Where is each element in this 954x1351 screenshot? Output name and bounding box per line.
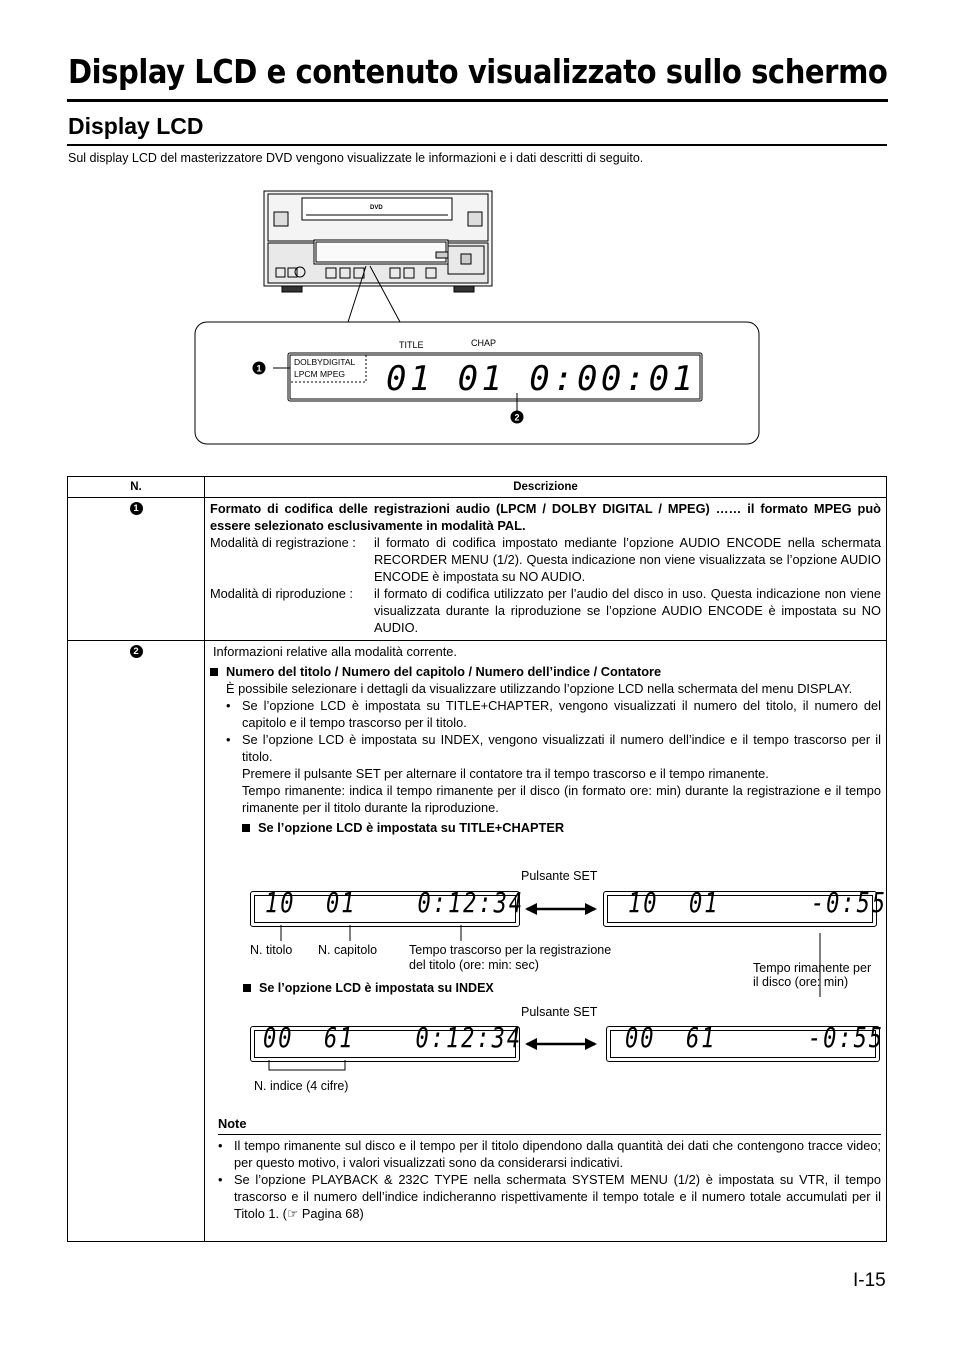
row2-para3: Tempo rimanente: indica il tempo rimanente per il disco (in formato ore: min) durante la registrazione e il tempo rimanente per il titolo durante la riproduzione. bbox=[242, 783, 881, 815]
page-number: I-15 bbox=[853, 1270, 886, 1291]
row2-bullet1: Se l’opzione LCD è impostata su TITLE+CHAPTER, vengono visualizzati il numero del titolo, il numero del capitolo e il tempo trascorso per il titolo. bbox=[242, 698, 881, 730]
callout-1: 1 bbox=[256, 363, 262, 374]
row2-para2: Premere il pulsante SET per alternare il contatore tra il tempo trascorso e il tempo rimanente. bbox=[242, 766, 769, 781]
lcd-index-remaining: 00 61 -0:55 bbox=[606, 1026, 880, 1062]
label-index-number: N. indice (4 cifre) bbox=[254, 1079, 349, 1093]
header-n: N. bbox=[68, 477, 205, 498]
label-title: TITLE bbox=[399, 340, 424, 350]
row2-bullet2: Se l’opzione LCD è impostata su INDEX, vengono visualizzati il numero dell’indice e il tempo trascorso per il titolo. bbox=[242, 732, 881, 764]
lcd-readout: 01 01 0:00:01 bbox=[386, 359, 696, 399]
row2-line1: Informazioni relative alla modalità corrente. bbox=[213, 644, 457, 659]
section-rule bbox=[67, 144, 887, 146]
set-button-label-2: Pulsante SET bbox=[521, 1005, 598, 1019]
label-remaining-2: il disco (ore: min) bbox=[753, 975, 849, 989]
toggle-arrow-2 bbox=[525, 1034, 597, 1054]
format-line-1: DOLBYDIGITAL bbox=[294, 357, 356, 367]
set-button-label-1: Pulsante SET bbox=[521, 869, 598, 883]
label-remaining-1: Tempo rimanente per bbox=[753, 961, 872, 975]
rec-mode-label: Modalità di registrazione : bbox=[210, 535, 356, 550]
row2-para: È possibile selezionare i dettagli da visualizzare utilizzando l’opzione LCD nella schermata del menu DISPLAY. bbox=[226, 681, 853, 696]
row2-heading: Numero del titolo / Numero del capitolo / Numero dell’indice / Contatore bbox=[226, 664, 662, 679]
play-mode-label: Modalità di riproduzione : bbox=[210, 586, 353, 601]
rec-mode-text: il formato di codifica impostato mediante l’opzione AUDIO ENCODE nella schermata RECORDER MENU (1/2). Questa indicazione non viene visualizzata se l’opzione AUDIO ENCODE è impostata su NO AUDIO. bbox=[374, 535, 881, 584]
note-2: Se l’opzione PLAYBACK & 232C TYPE nella schermata SYSTEM MENU (1/2) è impostata su VTR, il tempo trascorso e il numero dell’indice indicheranno rispettivamente il tempo totale e il numero totale accumulati per il Titolo 1. (☞ Pagina 68) bbox=[234, 1172, 881, 1221]
device-logo: DVD bbox=[370, 205, 383, 211]
title-rule bbox=[67, 99, 888, 102]
label-title-number: N. titolo bbox=[250, 943, 293, 957]
lcd-title-chapter-remaining: 10 01 -0:55 bbox=[603, 891, 877, 927]
sub-heading-title-chapter: Se l’opzione LCD è impostata su TITLE+CHAPTER bbox=[258, 820, 565, 835]
row-number-2: 2 bbox=[130, 645, 143, 658]
note-1: Il tempo rimanente sul disco e il tempo per il titolo dipendono dalla quantità dei dati che contengono tracce video; per questo motivo, i valori visualizzati sono da considerarsi indicativi. bbox=[234, 1138, 881, 1170]
table-row: 2 Informazioni relative alla modalità corrente. Numero del titolo / Numero del capitolo / Numero dell’indice / Contatore È possibile selezionare i dettagli da visualizzare utilizzando l’opzione LCD nella schermata del menu DISPLAY. • Se l’opzione LCD è impostata su TITLE+CHAPTER, vengono visualizzati il numero del titolo, il numero del capitolo e il tempo trascorso per il titolo. • Se l’opzione LCD è impostata su INDEX, vengono visualizzati il numero dell’indice e il tempo trascorso per il titolo. Premere il pulsante SET per alternare il contatore tra il tempo trascorso e il tempo rimanente. Tempo rimanente: indica il tempo rimanente per il disco (in formato ore: min) durante la registrazione e il tempo rimanente per il titolo durante la riproduzione. Se l’opzione LCD è impostata su TITLE+CHAPTER Pulsante SET 10 01 0:12:34 10 01 -0:55 N. titolo N. capitolo Tempo trascorso per la registrazione del titolo (ore: min: sec) Tempo rimanente per il disco (ore: min) Se l’opzione LCD è impostata su INDEX Pulsante SET 00 61 0:12:34 00 61 -0:55 N. indice (4 cifre) Note • Il tempo rimanente sul disco e il tempo per il titolo dipendono dalla quantità dei dati che contengono tracce video; per questo motivo, i valori visualizzati sono da considerarsi indicativi. • Se l’opzione PLAYBACK & 232C TYPE nella schermata SYSTEM MENU (1/2) è impostata su VTR, il tempo trascorso e il numero dell’indice indicheranno rispettivamente il tempo totale e il numero totale accumulati per il Titolo 1. (☞ Pagina 68) bbox=[68, 641, 887, 1242]
toggle-arrow-1 bbox=[525, 899, 597, 919]
device-illustration bbox=[190, 188, 765, 448]
table-row bbox=[68, 498, 887, 641]
page-title: Display LCD e contenuto visualizzato sullo schermo bbox=[68, 52, 888, 91]
format-line-2: LPCM MPEG bbox=[294, 369, 346, 379]
notes-title: Note bbox=[218, 1115, 881, 1135]
label-chapter-number: N. capitolo bbox=[318, 943, 378, 957]
label-chap: CHAP bbox=[471, 338, 497, 348]
lcd-title-chapter-elapsed: 10 01 0:12:34 bbox=[250, 891, 520, 927]
row-number-1: 1 bbox=[130, 502, 143, 515]
header-desc: Descrizione bbox=[205, 477, 887, 498]
notes-section: Note • Il tempo rimanente sul disco e il tempo per il titolo dipendono dalla quantità dei dati che contengono tracce video; per questo motivo, i valori visualizzati sono da considerarsi indicativi. • Se l’opzione PLAYBACK & 232C TYPE nella schermata SYSTEM MENU (1/2) è impostata su VTR, il tempo trascorso e il numero dell’indice indicheranno rispettivamente il tempo totale e il numero totale accumulati per il Titolo 1. (☞ Pagina 68) bbox=[218, 1116, 881, 1221]
table-header-row bbox=[68, 477, 887, 498]
section-heading: Display LCD bbox=[68, 113, 204, 139]
label-elapsed-2: del titolo (ore: min: sec) bbox=[409, 958, 539, 972]
play-mode-text: il formato di codifica utilizzato per l’audio del disco in uso. Questa indicazione non viene visualizzata durante la riproduzione se l’opzione AUDIO ENCODE è impostata su NO AUDIO. bbox=[374, 586, 881, 635]
label-elapsed-1: Tempo trascorso per la registrazione bbox=[409, 943, 612, 957]
sub-heading-index: Se l’opzione LCD è impostata su INDEX bbox=[259, 981, 494, 995]
callout-2: 2 bbox=[514, 412, 520, 423]
description-table bbox=[67, 476, 887, 1242]
lcd-index-elapsed: 00 61 0:12:34 bbox=[250, 1026, 520, 1062]
row1-bold: Formato di codifica delle registrazioni audio (LPCM / DOLBY DIGITAL / MPEG) …… il formato MPEG può essere selezionato esclusivamente in modalità PAL. bbox=[210, 501, 881, 533]
intro-text: Sul display LCD del masterizzatore DVD vengono visualizzate le informazioni e i dati descritti di seguito. bbox=[68, 151, 644, 165]
